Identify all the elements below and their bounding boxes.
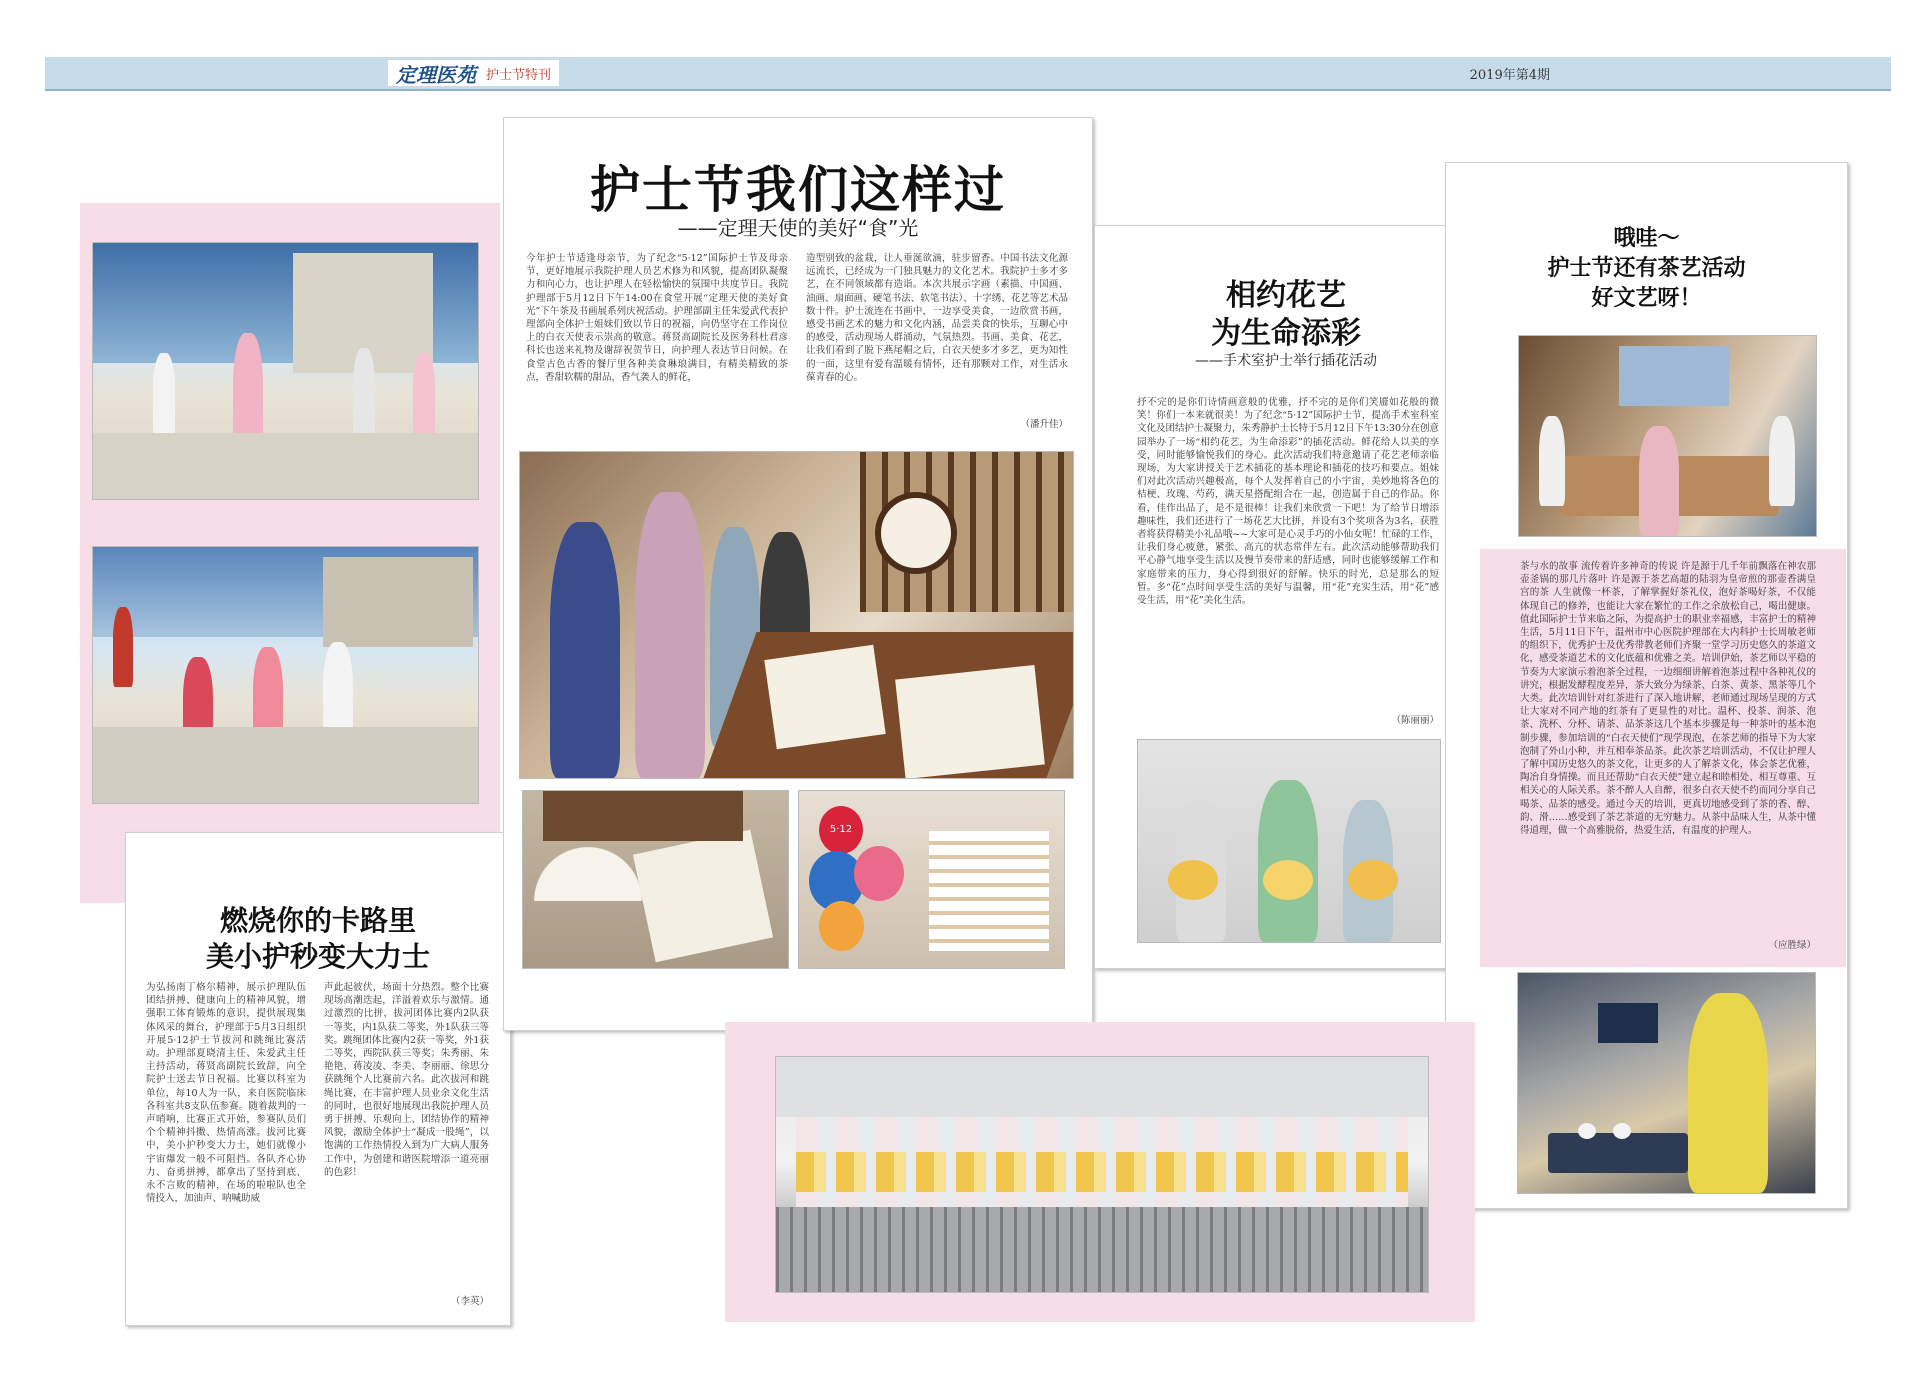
flower-arranging-group-photo <box>775 1056 1429 1293</box>
fan-painting-photo <box>522 790 789 969</box>
article-sports-col1: 为弘扬南丁格尔精神，展示护理队伍团结拼搏、健康向上的精神风貌，增强职工体育锻炼的意识，提供展现集体风采的舞台，护理部于5月3日组织开展5·12护士节拔河和跳绳比赛活动。护理部夏晓清主任、朱爱武主任主持活动，蒋贤高副院长致辞，向全院护士送去节日祝福。比赛以科室为单位，每10人为一队，来自医院临床各科室共8支队伍参赛。随着裁判的一声哨响，比赛正式开始，参赛队员们个个精神抖擞、热情高涨。拔河比赛中，美小护秒变大力士，她们就像小宇宙爆发一般不可阻挡。各队齐心协力、奋勇拼搏，都拿出了坚持到底、永不言败的精神，在场的啦啦队也全情投入，加油声、呐喊助威 <box>146 982 306 1205</box>
skipping-rope-photo <box>92 242 479 500</box>
calligraphy-exhibition-photo <box>519 451 1074 779</box>
article-flower-author: （陈丽丽） <box>1391 715 1439 726</box>
issue-number: 2019年第4期 <box>1469 68 1550 83</box>
article-tea-body: 茶与水的故事 流传着许多神奇的传说 许是源于几千年前飘落在神农那壶釜锅的那几片落叶 许是源于茶艺高超的陆羽为皇帝煎的那壶香满皇宫的茶 人生就像一杯茶，了解掌握好茶礼仪，泡好茶喝好茶，不仅能体现自己的修养，也能让大家在繁忙的工作之余放松自己，喝出健康。值此国际护士节来临之际，为提高护士的职业幸福感，丰富护士的精神生活，5月11日下午，温州市中心医院护理部在大内科护士长周敏老师的组织下，优秀护士及优秀带教老师们齐聚一堂学习历史悠久的茶道文化，感受茶道艺术的文化底蕴和优雅之美。培训伊始，茶艺师以平稳的节奏为大家演示着泡茶全过程，一边细细讲解着泡茶过程中各种礼仪的讲究，根据发酵程度差异，茶大致分为绿茶、白茶、黄茶、黑茶等几个大类。此次培训针对红茶进行了深入地讲解，老师通过现场呈现的方式让大家对不同产地的红茶有了更显性的对比。温杯、投茶、润茶、泡茶、洗杯、分杯、请茶、品茶茶这几个基本步骤是每一种茶叶的基本泡制步骤，参加培训的“白衣天使们”现学现泡，在茶艺师的指导下为大家泡制了外山小种，并互相奉茶品茶。此次茶艺培训活动，不仅让护理人了解中国历史悠久的茶文化，让更多的人了解茶文化，体会茶艺优雅，陶冶自身情操。而且还帮助“白衣天使”建立起和睦相处、相互尊重、互相关心的人际关系。茶不醉人人自醉，很多白衣天使不约而同分享自己喝茶、品茶的感受。通过今天的培训，更真切地感受到了茶的香、醇、韵、滑……感受到了茶艺茶道的无穷魅力。从茶中品味人生，从茶中懂得道理，做一个高雅脱俗，热爱生活，有温度的护理人。 <box>1520 561 1816 837</box>
flower-arranging-trio-photo <box>1137 739 1441 943</box>
article-flower-panel <box>1094 225 1478 969</box>
article-food-author: （潘升佳） <box>1020 419 1068 430</box>
article-tea-title-line1: 哦哇～ <box>1613 226 1680 251</box>
tug-of-war-photo <box>92 546 479 804</box>
tea-master-photo <box>1517 972 1816 1194</box>
masthead-logo: 定理医苑 <box>396 62 476 87</box>
article-tea-title-line2: 护士节还有茶艺活动 <box>1547 256 1746 281</box>
tea-class-photo <box>1518 335 1817 537</box>
article-flower-body: 抒不完的是你们诗情画意般的优雅，抒不完的是你们笑靥如花般的微笑！你们一本来就很美！为了纪念“5·12”国际护士节，提高手术室科室文化及团结护士凝聚力，朱秀静护士长特于5月12日下午13:30分在创意园举办了一场“相约花艺，为生命添彩”的插花活动。鲜花给人以美的享受，同时能够愉悦我们的身心。此次活动我们特意邀请了花艺老师亲临现场，为大家讲授关于艺术插花的基本理论和插花的技巧和要点。姐妹们对此次活动兴趣极高，每个人发挥着自己的小宇宙，美妙地将各色的桔梗、玫瑰、芍药，满天星搭配组合在一起，创造属于自己的作品。你看，佳作出品了，是不是很棒！让我们来欣赏一下吧！为了给节日增添趣味性，我们还进行了一场花艺大比拼，并设有3个奖项各为3名，获胜者将获得精美小礼品哦~~大家可是心灵手巧的小仙女呢！忙碌的工作，让我们身心疲惫，紧张、高亢的状态常伴左右。此次活动能够帮助我们平心静气地享受生活以及慢节奏带来的舒适感，同时也能够缓解工作和家庭带来的压力，身心得到很好的舒解。快乐的时光，总是那么的短暂。多“花”点时间享受生活的美好与温馨，用“花”充实生活，用“花”感受生活，用“花”美化生活。 <box>1137 397 1439 607</box>
balloon-label: 5·12 <box>819 806 863 854</box>
masthead <box>388 60 559 86</box>
article-tea-title-line3: 好文艺呀！ <box>1591 286 1702 311</box>
page-header-bar <box>45 57 1891 91</box>
article-sports-title-line2: 美小护秒变大力士 <box>205 940 430 973</box>
article-sports-author: （李英） <box>450 1296 489 1307</box>
masthead-special-label: 护士节特刊 <box>486 67 552 83</box>
article-flower-title-line1: 相约花艺 <box>1226 278 1346 313</box>
article-food-title: 护士节我们这样过 <box>590 161 1006 219</box>
article-tea-author: （应胜绿） <box>1768 940 1816 951</box>
article-food-subtitle: ——定理天使的美好“食”光 <box>677 216 919 240</box>
article-food-panel <box>503 117 1093 1031</box>
article-sports-panel <box>125 832 511 1326</box>
dessert-balloons-photo <box>798 790 1065 969</box>
article-food-col2: 造型别致的盆栽，让人垂涎欲滴，驻步留香。中国书法文化源远流长，已经成为一门独具魅力的文化艺术。我院护士多才多艺，在不同领域都有造诣。本次共展示字画（素描、中国画、油画、扇面画、硬笔书法、软笔书法）、十字绣、花艺等艺术品数十件。护士流连在书画中，一边享受美食，一边欣赏书画，感受书画艺术的魅力和文化内涵，品尝美食的快乐，互聊心中的感受，活动现场人群涌动，气氛热烈。书画、美食、花艺，让我们看到了脱下燕尾帽之后，白衣天使多才多艺，更为知性的一面，这里有爱有温暖有情怀，还有那颗对工作，对生活永葆青春的心。 <box>806 253 1068 383</box>
article-food-col1: 今年护士节适逢母亲节，为了纪念“5·12”国际护士节及母亲节，更好地展示我院护理人员艺术修为和风貌，提高团队凝聚力和向心力，也让护理人在轻松愉快的氛围中共度节日。我院护理部于5月12日下午14:00在食堂开展“定理天使的美好食光”下午茶及书画展系列庆祝活动。护理部副主任朱爱武代表护理部向全体护士姐妹们致以节日的祝福，向仍坚守在工作岗位上的白衣天使表示崇高的敬意。蒋贤高副院长及医务科杜君彦科长也送来礼物及谢辞祝贺节日，向护理人表达节日问候。在食堂古色古香的餐厅里各种美食琳琅满目，有精美精致的茶点，香甜软糯的甜品，香气袭人的鲜花， <box>526 253 788 383</box>
article-flower-title-line2: 为生命添彩 <box>1211 316 1361 351</box>
article-flower-subtitle: ——手术室护士举行插花活动 <box>1195 353 1377 369</box>
article-sports-title-line1: 燃烧你的卡路里 <box>219 904 416 937</box>
article-sports-col2: 声此起彼伏，场面十分热烈。整个比赛现场高潮迭起，洋溢着欢乐与激情。通过激烈的比拼，拔河团体比赛内2队获一等奖，内1队获二等奖，外1队获三等奖。跳绳团体比赛内2获一等奖，外1获二等奖，西院队获三等奖；朱秀丽、朱艳艳、蒋凌凌、李美、李丽丽、徐思分获跳绳个人比赛前六名。此次拔河和跳绳比赛，在丰富护理人员业余文化生活的同时，也很好地展现出我院护理人员勇于拼搏、乐观向上、团结协作的精神风貌，激励全体护士“凝成一股绳”，以饱满的工作热情投入到为广大病人服务工作中，为创建和谐医院增添一道亮丽的色彩！ <box>324 982 489 1178</box>
